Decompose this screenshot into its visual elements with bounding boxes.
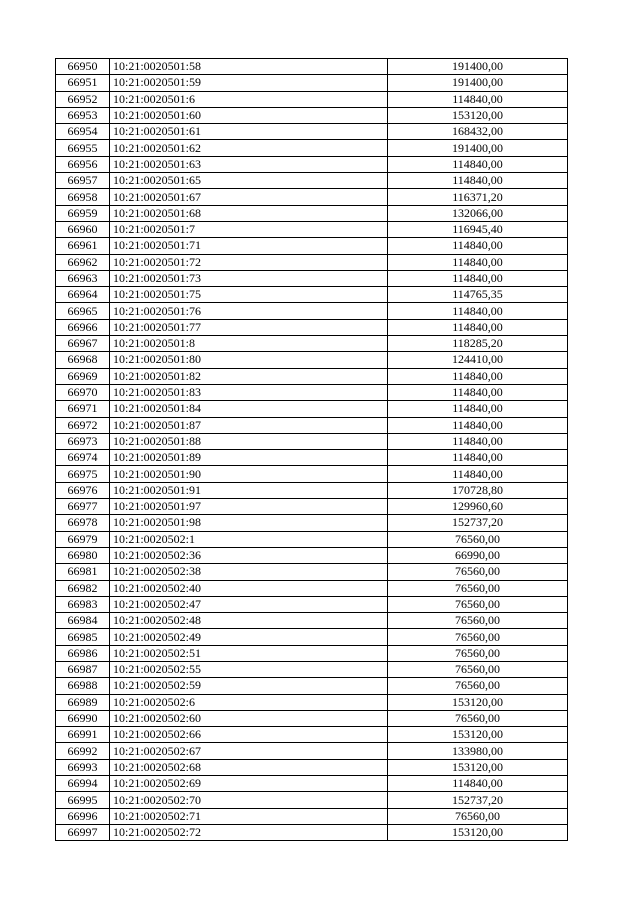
table-row (56, 824, 568, 840)
row-number-cell: 66970 (56, 384, 110, 400)
value-cell: 114840,00 (388, 776, 568, 792)
cadastral-number-cell: 10:21:0020501:87 (110, 417, 388, 433)
row-number-cell: 66972 (56, 417, 110, 433)
cadastral-number-cell: 10:21:0020502:71 (110, 808, 388, 824)
cadastral-number-cell: 10:21:0020501:75 (110, 287, 388, 303)
value-cell: 114840,00 (388, 319, 568, 335)
table-row (56, 401, 568, 417)
row-number-cell: 66977 (56, 499, 110, 515)
table-row (56, 694, 568, 710)
cadastral-number-cell: 10:21:0020501:71 (110, 238, 388, 254)
cadastral-number-cell: 10:21:0020501:8 (110, 336, 388, 352)
table-row (56, 173, 568, 189)
value-cell: 76560,00 (388, 613, 568, 629)
row-number-cell: 66981 (56, 564, 110, 580)
table-row (56, 140, 568, 156)
value-cell: 114840,00 (388, 466, 568, 482)
value-cell: 170728,80 (388, 482, 568, 498)
table-row (56, 710, 568, 726)
value-cell: 152737,20 (388, 515, 568, 531)
row-number-cell: 66990 (56, 710, 110, 726)
row-number-cell: 66969 (56, 368, 110, 384)
table-row (56, 319, 568, 335)
cadastral-number-cell: 10:21:0020502:48 (110, 613, 388, 629)
value-cell: 76560,00 (388, 531, 568, 547)
cadastral-number-cell: 10:21:0020501:98 (110, 515, 388, 531)
cadastral-number-cell: 10:21:0020502:6 (110, 694, 388, 710)
value-cell: 76560,00 (388, 580, 568, 596)
value-cell: 191400,00 (388, 75, 568, 91)
cadastral-number-cell: 10:21:0020501:63 (110, 156, 388, 172)
table-row (56, 352, 568, 368)
cadastral-number-cell: 10:21:0020502:55 (110, 661, 388, 677)
row-number-cell: 66950 (56, 59, 110, 75)
value-cell: 118285,20 (388, 336, 568, 352)
row-number-cell: 66959 (56, 205, 110, 221)
cadastral-value-table (55, 58, 568, 841)
cadastral-number-cell: 10:21:0020501:72 (110, 254, 388, 270)
value-cell: 114840,00 (388, 270, 568, 286)
table-row (56, 776, 568, 792)
cadastral-number-cell: 10:21:0020502:47 (110, 596, 388, 612)
row-number-cell: 66965 (56, 303, 110, 319)
row-number-cell: 66968 (56, 352, 110, 368)
cadastral-number-cell: 10:21:0020501:89 (110, 450, 388, 466)
table-row (56, 270, 568, 286)
table-row (56, 808, 568, 824)
table-row (56, 254, 568, 270)
table-row (56, 515, 568, 531)
table-row (56, 368, 568, 384)
table-row (56, 613, 568, 629)
table-row (56, 336, 568, 352)
row-number-cell: 66992 (56, 743, 110, 759)
cadastral-number-cell: 10:21:0020501:83 (110, 384, 388, 400)
value-cell: 191400,00 (388, 140, 568, 156)
cadastral-number-cell: 10:21:0020502:1 (110, 531, 388, 547)
value-cell: 114840,00 (388, 303, 568, 319)
row-number-cell: 66967 (56, 336, 110, 352)
row-number-cell: 66973 (56, 433, 110, 449)
value-cell: 152737,20 (388, 792, 568, 808)
row-number-cell: 66953 (56, 107, 110, 123)
value-cell: 76560,00 (388, 564, 568, 580)
cadastral-number-cell: 10:21:0020501:90 (110, 466, 388, 482)
cadastral-number-cell: 10:21:0020501:59 (110, 75, 388, 91)
value-cell: 124410,00 (388, 352, 568, 368)
row-number-cell: 66994 (56, 776, 110, 792)
row-number-cell: 66974 (56, 450, 110, 466)
cadastral-number-cell: 10:21:0020501:67 (110, 189, 388, 205)
row-number-cell: 66976 (56, 482, 110, 498)
table-row (56, 221, 568, 237)
table-row (56, 91, 568, 107)
cadastral-number-cell: 10:21:0020501:76 (110, 303, 388, 319)
value-cell: 153120,00 (388, 824, 568, 840)
row-number-cell: 66952 (56, 91, 110, 107)
cadastral-number-cell: 10:21:0020501:58 (110, 59, 388, 75)
row-number-cell: 66987 (56, 661, 110, 677)
table-row (56, 205, 568, 221)
value-cell: 114840,00 (388, 450, 568, 466)
value-cell: 76560,00 (388, 596, 568, 612)
value-cell: 76560,00 (388, 808, 568, 824)
row-number-cell: 66996 (56, 808, 110, 824)
cadastral-number-cell: 10:21:0020501:82 (110, 368, 388, 384)
table-row (56, 547, 568, 563)
row-number-cell: 66975 (56, 466, 110, 482)
row-number-cell: 66995 (56, 792, 110, 808)
cadastral-number-cell: 10:21:0020501:65 (110, 173, 388, 189)
value-cell: 114840,00 (388, 238, 568, 254)
cadastral-number-cell: 10:21:0020501:68 (110, 205, 388, 221)
row-number-cell: 66957 (56, 173, 110, 189)
table-row (56, 792, 568, 808)
row-number-cell: 66971 (56, 401, 110, 417)
table-row (56, 124, 568, 140)
table-row (56, 564, 568, 580)
value-cell: 114840,00 (388, 156, 568, 172)
table-row (56, 645, 568, 661)
value-cell: 153120,00 (388, 107, 568, 123)
cadastral-number-cell: 10:21:0020502:67 (110, 743, 388, 759)
value-cell: 114840,00 (388, 401, 568, 417)
row-number-cell: 66951 (56, 75, 110, 91)
value-cell: 76560,00 (388, 629, 568, 645)
row-number-cell: 66962 (56, 254, 110, 270)
value-cell: 76560,00 (388, 678, 568, 694)
table-row (56, 450, 568, 466)
value-cell: 76560,00 (388, 710, 568, 726)
value-cell: 114840,00 (388, 368, 568, 384)
table-body (56, 59, 568, 841)
table-row (56, 743, 568, 759)
cadastral-number-cell: 10:21:0020501:97 (110, 499, 388, 515)
table-row (56, 531, 568, 547)
table-row (56, 433, 568, 449)
row-number-cell: 66984 (56, 613, 110, 629)
value-cell: 114840,00 (388, 173, 568, 189)
value-cell: 114840,00 (388, 384, 568, 400)
value-cell: 114840,00 (388, 254, 568, 270)
row-number-cell: 66985 (56, 629, 110, 645)
cadastral-number-cell: 10:21:0020501:80 (110, 352, 388, 368)
value-cell: 114840,00 (388, 417, 568, 433)
cadastral-number-cell: 10:21:0020501:77 (110, 319, 388, 335)
cadastral-number-cell: 10:21:0020502:66 (110, 727, 388, 743)
value-cell: 129960,60 (388, 499, 568, 515)
table-row (56, 499, 568, 515)
row-number-cell: 66988 (56, 678, 110, 694)
value-cell: 114840,00 (388, 433, 568, 449)
cadastral-number-cell: 10:21:0020502:49 (110, 629, 388, 645)
cadastral-number-cell: 10:21:0020501:88 (110, 433, 388, 449)
row-number-cell: 66956 (56, 156, 110, 172)
value-cell: 153120,00 (388, 727, 568, 743)
row-number-cell: 66983 (56, 596, 110, 612)
row-number-cell: 66991 (56, 727, 110, 743)
value-cell: 76560,00 (388, 661, 568, 677)
cadastral-number-cell: 10:21:0020502:38 (110, 564, 388, 580)
table-row (56, 417, 568, 433)
table-row (56, 303, 568, 319)
cadastral-number-cell: 10:21:0020501:61 (110, 124, 388, 140)
row-number-cell: 66955 (56, 140, 110, 156)
row-number-cell: 66961 (56, 238, 110, 254)
value-cell: 114765,35 (388, 287, 568, 303)
row-number-cell: 66954 (56, 124, 110, 140)
cadastral-number-cell: 10:21:0020501:62 (110, 140, 388, 156)
cadastral-number-cell: 10:21:0020502:36 (110, 547, 388, 563)
row-number-cell: 66980 (56, 547, 110, 563)
cadastral-number-cell: 10:21:0020501:7 (110, 221, 388, 237)
table-row (56, 482, 568, 498)
table-row (56, 466, 568, 482)
row-number-cell: 66963 (56, 270, 110, 286)
row-number-cell: 66989 (56, 694, 110, 710)
cadastral-number-cell: 10:21:0020501:84 (110, 401, 388, 417)
row-number-cell: 66966 (56, 319, 110, 335)
row-number-cell: 66958 (56, 189, 110, 205)
row-number-cell: 66982 (56, 580, 110, 596)
table-row (56, 59, 568, 75)
cadastral-number-cell: 10:21:0020501:91 (110, 482, 388, 498)
table-row (56, 75, 568, 91)
row-number-cell: 66993 (56, 759, 110, 775)
cadastral-number-cell: 10:21:0020501:6 (110, 91, 388, 107)
row-number-cell: 66964 (56, 287, 110, 303)
value-cell: 153120,00 (388, 759, 568, 775)
value-cell: 168432,00 (388, 124, 568, 140)
table-row (56, 238, 568, 254)
table-row (56, 384, 568, 400)
cadastral-number-cell: 10:21:0020502:60 (110, 710, 388, 726)
table-row (56, 287, 568, 303)
cadastral-number-cell: 10:21:0020502:72 (110, 824, 388, 840)
table-row (56, 156, 568, 172)
cadastral-number-cell: 10:21:0020501:73 (110, 270, 388, 286)
value-cell: 76560,00 (388, 645, 568, 661)
table-row (56, 727, 568, 743)
cadastral-number-cell: 10:21:0020502:69 (110, 776, 388, 792)
table-row (56, 107, 568, 123)
table-row (56, 580, 568, 596)
value-cell: 116371,20 (388, 189, 568, 205)
cadastral-number-cell: 10:21:0020502:51 (110, 645, 388, 661)
table-row (56, 189, 568, 205)
table-row (56, 629, 568, 645)
row-number-cell: 66997 (56, 824, 110, 840)
value-cell: 132066,00 (388, 205, 568, 221)
cadastral-number-cell: 10:21:0020502:70 (110, 792, 388, 808)
value-cell: 66990,00 (388, 547, 568, 563)
table-row (56, 678, 568, 694)
cadastral-number-cell: 10:21:0020502:40 (110, 580, 388, 596)
row-number-cell: 66979 (56, 531, 110, 547)
row-number-cell: 66960 (56, 221, 110, 237)
table-row (56, 759, 568, 775)
table-row (56, 596, 568, 612)
table-row (56, 661, 568, 677)
value-cell: 116945,40 (388, 221, 568, 237)
row-number-cell: 66986 (56, 645, 110, 661)
value-cell: 191400,00 (388, 59, 568, 75)
value-cell: 114840,00 (388, 91, 568, 107)
cadastral-number-cell: 10:21:0020502:59 (110, 678, 388, 694)
cadastral-number-cell: 10:21:0020502:68 (110, 759, 388, 775)
cadastral-number-cell: 10:21:0020501:60 (110, 107, 388, 123)
value-cell: 153120,00 (388, 694, 568, 710)
row-number-cell: 66978 (56, 515, 110, 531)
value-cell: 133980,00 (388, 743, 568, 759)
